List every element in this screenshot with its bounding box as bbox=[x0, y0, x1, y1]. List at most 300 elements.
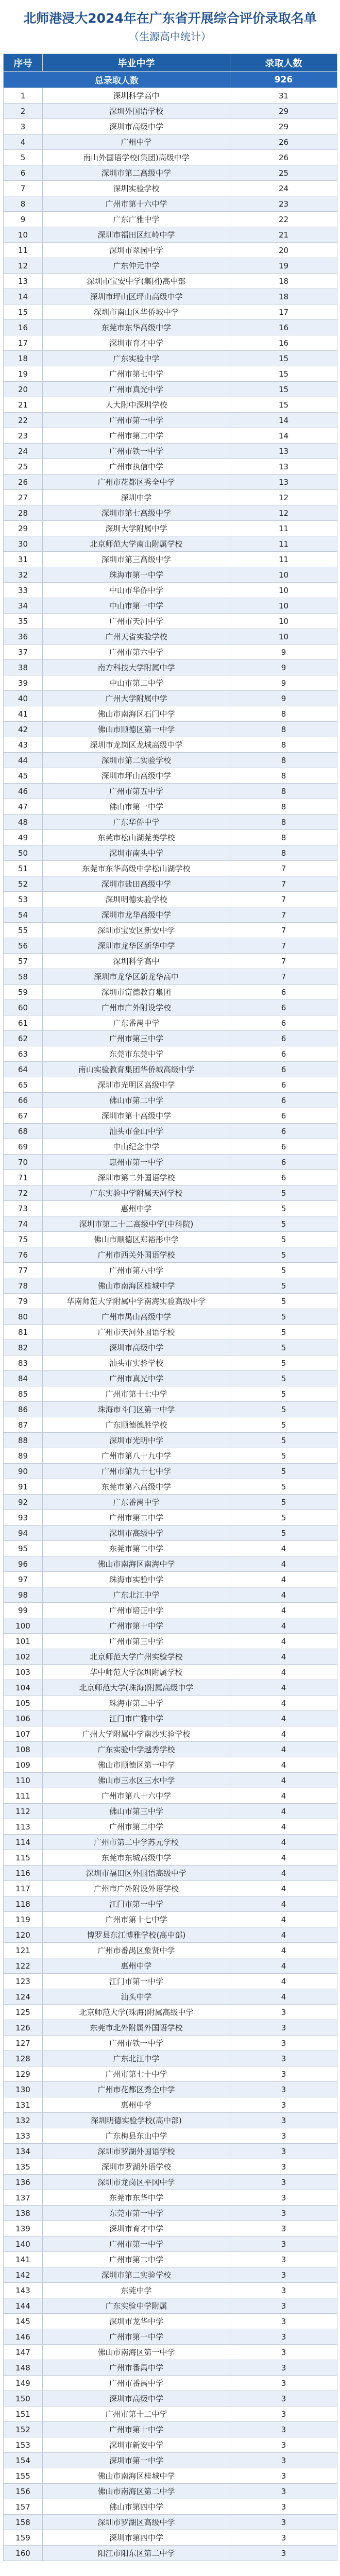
row-school: 深圳市福田区红岭中学 bbox=[43, 227, 230, 243]
row-school: 深圳市龙华区新龙华高中 bbox=[43, 969, 230, 985]
row-school: 南方科技大学附属中学 bbox=[43, 660, 230, 675]
row-index: 76 bbox=[4, 1247, 43, 1263]
row-index: 24 bbox=[4, 444, 43, 459]
row-index: 156 bbox=[4, 2484, 43, 2499]
row-school: 深圳市第二高级中学 bbox=[43, 165, 230, 181]
row-index: 1 bbox=[4, 88, 43, 104]
row-count: 6 bbox=[230, 1170, 337, 1185]
row-count: 8 bbox=[230, 722, 337, 737]
row-index: 8 bbox=[4, 196, 43, 212]
row-count: 4 bbox=[230, 1927, 337, 1943]
table-row bbox=[4, 181, 337, 196]
table-row bbox=[4, 2005, 337, 2020]
table-row bbox=[4, 737, 337, 753]
row-count: 4 bbox=[230, 1696, 337, 1711]
row-index: 128 bbox=[4, 2051, 43, 2066]
row-school: 惠州中学 bbox=[43, 2097, 230, 2113]
row-school: 珠海市第二中学 bbox=[43, 1696, 230, 1711]
table-row bbox=[4, 2499, 337, 2515]
row-index: 96 bbox=[4, 1556, 43, 1572]
row-school: 佛山市顺德区郑裕彤中学 bbox=[43, 1232, 230, 1247]
row-school: 广州市真光中学 bbox=[43, 382, 230, 397]
row-count: 3 bbox=[230, 2437, 337, 2453]
row-school: 广州市第三中学 bbox=[43, 1031, 230, 1046]
row-index: 147 bbox=[4, 2345, 43, 2360]
row-count: 6 bbox=[230, 1124, 337, 1139]
row-count: 6 bbox=[230, 1077, 337, 1093]
table-row bbox=[4, 1835, 337, 1850]
table-row bbox=[4, 1757, 337, 1773]
row-index: 59 bbox=[4, 985, 43, 1000]
row-school: 广州市第一中学 bbox=[43, 2329, 230, 2345]
table-row bbox=[4, 629, 337, 645]
row-school: 东莞市第二中学 bbox=[43, 1541, 230, 1556]
row-index: 23 bbox=[4, 428, 43, 444]
table-row bbox=[4, 1139, 337, 1155]
row-index: 40 bbox=[4, 691, 43, 706]
row-school: 广州市第十七中学 bbox=[43, 1386, 230, 1402]
table-row bbox=[4, 583, 337, 598]
row-school: 深圳市罗湖外语学校 bbox=[43, 2159, 230, 2175]
row-index: 108 bbox=[4, 1742, 43, 1757]
row-count: 5 bbox=[230, 1448, 337, 1464]
row-count: 13 bbox=[230, 474, 337, 490]
row-count: 4 bbox=[230, 1773, 337, 1788]
row-count: 29 bbox=[230, 104, 337, 119]
row-school: 珠海市斗门区第一中学 bbox=[43, 1402, 230, 1417]
row-school: 广东仲元中学 bbox=[43, 258, 230, 274]
table-row bbox=[4, 2283, 337, 2298]
row-index: 117 bbox=[4, 1881, 43, 1896]
row-school: 深圳市育才中学 bbox=[43, 335, 230, 351]
row-index: 25 bbox=[4, 459, 43, 474]
row-index: 158 bbox=[4, 2515, 43, 2530]
row-count: 21 bbox=[230, 227, 337, 243]
row-count: 3 bbox=[230, 2391, 337, 2406]
row-count: 4 bbox=[230, 1572, 337, 1587]
table-row bbox=[4, 1046, 337, 1062]
table-row bbox=[4, 1294, 337, 1309]
row-count: 3 bbox=[230, 2298, 337, 2314]
table-row bbox=[4, 2530, 337, 2546]
row-school: 汕头市金山中学 bbox=[43, 1124, 230, 1139]
row-school: 深圳市光明中学 bbox=[43, 1433, 230, 1448]
row-index: 20 bbox=[4, 382, 43, 397]
table-row bbox=[4, 892, 337, 907]
row-school: 广州市第八十九中学 bbox=[43, 1448, 230, 1464]
row-index: 134 bbox=[4, 2144, 43, 2159]
row-count: 5 bbox=[230, 1263, 337, 1278]
row-school: 佛山市南海区第一中学 bbox=[43, 2345, 230, 2360]
row-count: 6 bbox=[230, 1015, 337, 1031]
row-count: 8 bbox=[230, 706, 337, 722]
table-row bbox=[4, 1927, 337, 1943]
row-index: 151 bbox=[4, 2406, 43, 2422]
table-row bbox=[4, 815, 337, 830]
row-count: 3 bbox=[230, 2406, 337, 2422]
row-count: 4 bbox=[230, 1587, 337, 1603]
row-index: 81 bbox=[4, 1325, 43, 1340]
row-school: 广州市番禺中学 bbox=[43, 2376, 230, 2391]
table-row bbox=[4, 598, 337, 614]
row-school: 深圳市龙岗区平冈中学 bbox=[43, 2175, 230, 2190]
row-index: 97 bbox=[4, 1572, 43, 1587]
row-school: 深圳市第二十二高级中学(中科院) bbox=[43, 1216, 230, 1232]
row-school: 广州市铁一中学 bbox=[43, 444, 230, 459]
row-school: 深圳市罗湖外国语学校 bbox=[43, 2144, 230, 2159]
row-count: 5 bbox=[230, 1479, 337, 1495]
table-row bbox=[4, 861, 337, 876]
table-row bbox=[4, 2345, 337, 2360]
row-count: 4 bbox=[230, 1634, 337, 1649]
row-count: 11 bbox=[230, 536, 337, 552]
row-school: 北京师范大学(珠海)附属高级中学 bbox=[43, 2005, 230, 2020]
total-row bbox=[4, 72, 337, 88]
row-school: 广州市第七十中学 bbox=[43, 2066, 230, 2082]
row-index: 124 bbox=[4, 1989, 43, 2005]
table-row bbox=[4, 1526, 337, 1541]
table-row bbox=[4, 2175, 337, 2190]
row-count: 10 bbox=[230, 567, 337, 583]
row-school: 广州市禺山高级中学 bbox=[43, 1309, 230, 1325]
row-count: 8 bbox=[230, 830, 337, 845]
row-index: 74 bbox=[4, 1216, 43, 1232]
row-index: 91 bbox=[4, 1479, 43, 1495]
table-row bbox=[4, 1355, 337, 1371]
row-count: 3 bbox=[230, 2453, 337, 2468]
row-count: 3 bbox=[230, 2376, 337, 2391]
row-count: 4 bbox=[230, 1943, 337, 1958]
row-count: 15 bbox=[230, 397, 337, 413]
table-row bbox=[4, 382, 337, 397]
table-row bbox=[4, 1093, 337, 1108]
row-index: 106 bbox=[4, 1711, 43, 1726]
row-count: 19 bbox=[230, 258, 337, 274]
row-school: 深圳中学 bbox=[43, 490, 230, 505]
table-row bbox=[4, 1556, 337, 1572]
table-row bbox=[4, 1325, 337, 1340]
row-count: 4 bbox=[230, 1541, 337, 1556]
row-index: 83 bbox=[4, 1355, 43, 1371]
row-school: 佛山市顺德区第一中学 bbox=[43, 722, 230, 737]
row-index: 69 bbox=[4, 1139, 43, 1155]
row-school: 佛山市第一中学 bbox=[43, 799, 230, 815]
row-school: 佛山市第三中学 bbox=[43, 1804, 230, 1819]
row-count: 7 bbox=[230, 938, 337, 954]
row-count: 9 bbox=[230, 691, 337, 706]
row-school: 广州市广外附设学校 bbox=[43, 1000, 230, 1015]
row-index: 122 bbox=[4, 1958, 43, 1974]
row-school: 深圳市第二外国语学校 bbox=[43, 1170, 230, 1185]
row-school: 南山实验教育集团华侨城高级中学 bbox=[43, 1062, 230, 1077]
row-school: 博罗县东江博雅学校(高中部) bbox=[43, 1927, 230, 1943]
row-count: 3 bbox=[230, 2175, 337, 2190]
row-count: 5 bbox=[230, 1309, 337, 1325]
row-school: 深圳市光明区高级中学 bbox=[43, 1077, 230, 1093]
row-count: 5 bbox=[230, 1371, 337, 1386]
table-row bbox=[4, 660, 337, 675]
row-count: 3 bbox=[230, 2283, 337, 2298]
row-index: 114 bbox=[4, 1835, 43, 1850]
row-index: 120 bbox=[4, 1927, 43, 1943]
row-count: 6 bbox=[230, 985, 337, 1000]
row-count: 4 bbox=[230, 1726, 337, 1742]
row-count: 3 bbox=[230, 2113, 337, 2128]
row-index: 35 bbox=[4, 614, 43, 629]
row-index: 127 bbox=[4, 2036, 43, 2051]
table-row bbox=[4, 799, 337, 815]
row-count: 6 bbox=[230, 1093, 337, 1108]
table-row bbox=[4, 165, 337, 181]
row-count: 5 bbox=[230, 1495, 337, 1510]
table-row bbox=[4, 2221, 337, 2236]
row-count: 3 bbox=[230, 2097, 337, 2113]
row-index: 71 bbox=[4, 1170, 43, 1185]
row-school: 深圳明德实验学校 bbox=[43, 892, 230, 907]
row-school: 广州市执信中学 bbox=[43, 459, 230, 474]
row-index: 157 bbox=[4, 2499, 43, 2515]
row-school: 广州市第二中学 bbox=[43, 1819, 230, 1835]
row-school: 广州市第十六中学 bbox=[43, 196, 230, 212]
row-index: 9 bbox=[4, 212, 43, 227]
row-school: 广州市第八十六中学 bbox=[43, 1788, 230, 1804]
table-row bbox=[4, 274, 337, 289]
row-count: 15 bbox=[230, 351, 337, 366]
table-row bbox=[4, 2144, 337, 2159]
row-index: 7 bbox=[4, 181, 43, 196]
row-school: 惠州中学 bbox=[43, 1958, 230, 1974]
row-index: 48 bbox=[4, 815, 43, 830]
table-row bbox=[4, 2128, 337, 2144]
row-school: 人大附中深圳学校 bbox=[43, 397, 230, 413]
table-row bbox=[4, 753, 337, 768]
table-row bbox=[4, 2406, 337, 2422]
row-school: 佛山市第二中学 bbox=[43, 1093, 230, 1108]
table-row bbox=[4, 1788, 337, 1804]
row-count: 15 bbox=[230, 366, 337, 382]
table-row bbox=[4, 722, 337, 737]
row-count: 13 bbox=[230, 459, 337, 474]
row-count: 4 bbox=[230, 1912, 337, 1927]
table-row bbox=[4, 1170, 337, 1185]
row-index: 16 bbox=[4, 320, 43, 335]
row-count: 4 bbox=[230, 1866, 337, 1881]
row-school: 广州市第十中学 bbox=[43, 2422, 230, 2437]
row-count: 3 bbox=[230, 2360, 337, 2376]
row-school: 深圳市第十高级中学 bbox=[43, 1108, 230, 1124]
row-index: 29 bbox=[4, 521, 43, 536]
row-school: 广州市铁一中学 bbox=[43, 2036, 230, 2051]
row-index: 28 bbox=[4, 505, 43, 521]
row-index: 64 bbox=[4, 1062, 43, 1077]
row-count: 18 bbox=[230, 274, 337, 289]
row-school: 北京师范大学广州实验学校 bbox=[43, 1649, 230, 1665]
row-count: 5 bbox=[230, 1433, 337, 1448]
row-school: 佛山市南海区桂城中学 bbox=[43, 2468, 230, 2484]
table-row bbox=[4, 691, 337, 706]
table-row bbox=[4, 1572, 337, 1587]
table-row bbox=[4, 1216, 337, 1232]
row-index: 101 bbox=[4, 1634, 43, 1649]
row-school: 深圳市新安中学 bbox=[43, 2437, 230, 2453]
table-row bbox=[4, 969, 337, 985]
row-index: 60 bbox=[4, 1000, 43, 1015]
row-school: 深圳市高级中学 bbox=[43, 119, 230, 134]
table-row bbox=[4, 150, 337, 165]
row-count: 4 bbox=[230, 1788, 337, 1804]
row-count: 26 bbox=[230, 134, 337, 150]
row-count: 5 bbox=[230, 1278, 337, 1294]
row-index: 57 bbox=[4, 954, 43, 969]
table-row bbox=[4, 1371, 337, 1386]
row-count: 17 bbox=[230, 304, 337, 320]
row-count: 29 bbox=[230, 119, 337, 134]
row-index: 80 bbox=[4, 1309, 43, 1325]
table-row bbox=[4, 1124, 337, 1139]
row-index: 26 bbox=[4, 474, 43, 490]
row-school: 广州市广外附设外语学校 bbox=[43, 1881, 230, 1896]
row-school: 广东梅县东山中学 bbox=[43, 2128, 230, 2144]
row-school: 华南师范大学附属中学南海实验高级中学 bbox=[43, 1294, 230, 1309]
row-index: 105 bbox=[4, 1696, 43, 1711]
table-row bbox=[4, 1773, 337, 1788]
row-index: 116 bbox=[4, 1866, 43, 1881]
row-count: 16 bbox=[230, 320, 337, 335]
row-index: 50 bbox=[4, 845, 43, 861]
row-count: 4 bbox=[230, 1757, 337, 1773]
table-row bbox=[4, 1989, 337, 2005]
row-count: 13 bbox=[230, 444, 337, 459]
table-row bbox=[4, 490, 337, 505]
row-school: 东莞市东莞中学 bbox=[43, 1046, 230, 1062]
row-index: 18 bbox=[4, 351, 43, 366]
row-index: 142 bbox=[4, 2267, 43, 2283]
row-index: 123 bbox=[4, 1974, 43, 1989]
row-index: 88 bbox=[4, 1433, 43, 1448]
row-school: 阳江市阳东区第二中学 bbox=[43, 2546, 230, 2561]
row-index: 73 bbox=[4, 1201, 43, 1216]
row-count: 5 bbox=[230, 1510, 337, 1526]
row-count: 7 bbox=[230, 892, 337, 907]
row-count: 23 bbox=[230, 196, 337, 212]
row-count: 4 bbox=[230, 1665, 337, 1680]
row-index: 94 bbox=[4, 1526, 43, 1541]
row-school: 广州市第十二中学 bbox=[43, 2406, 230, 2422]
row-count: 10 bbox=[230, 583, 337, 598]
row-count: 3 bbox=[230, 2484, 337, 2499]
row-school: 广州市花都区秀全中学 bbox=[43, 2082, 230, 2097]
row-count: 5 bbox=[230, 1340, 337, 1355]
row-index: 6 bbox=[4, 165, 43, 181]
row-index: 72 bbox=[4, 1185, 43, 1201]
row-index: 129 bbox=[4, 2066, 43, 2082]
row-index: 61 bbox=[4, 1015, 43, 1031]
table-row bbox=[4, 2051, 337, 2066]
table-row bbox=[4, 567, 337, 583]
table-row bbox=[4, 2190, 337, 2206]
row-school: 广州市第二中学 bbox=[43, 2252, 230, 2267]
table-row bbox=[4, 413, 337, 428]
table-row bbox=[4, 706, 337, 722]
row-index: 89 bbox=[4, 1448, 43, 1464]
row-count: 3 bbox=[230, 2530, 337, 2546]
row-count: 6 bbox=[230, 1139, 337, 1155]
table-row bbox=[4, 459, 337, 474]
table-row bbox=[4, 227, 337, 243]
row-index: 139 bbox=[4, 2221, 43, 2236]
table-row bbox=[4, 552, 337, 567]
row-index: 144 bbox=[4, 2298, 43, 2314]
table-row bbox=[4, 1618, 337, 1634]
row-school: 广州市第五中学 bbox=[43, 784, 230, 799]
row-count: 4 bbox=[230, 1958, 337, 1974]
row-count: 8 bbox=[230, 737, 337, 753]
row-school: 深圳实验学校 bbox=[43, 181, 230, 196]
table-row bbox=[4, 2391, 337, 2406]
row-school: 深圳市育才中学 bbox=[43, 2221, 230, 2236]
table-row bbox=[4, 119, 337, 134]
row-index: 86 bbox=[4, 1402, 43, 1417]
table-row bbox=[4, 2066, 337, 2082]
row-index: 141 bbox=[4, 2252, 43, 2267]
row-index: 52 bbox=[4, 876, 43, 892]
total-label: 总录取人数 bbox=[4, 72, 230, 88]
row-school: 中山市第二中学 bbox=[43, 675, 230, 691]
row-school: 广州市西关外国语学校 bbox=[43, 1247, 230, 1263]
row-index: 102 bbox=[4, 1649, 43, 1665]
table-row bbox=[4, 1896, 337, 1912]
row-index: 110 bbox=[4, 1773, 43, 1788]
row-count: 14 bbox=[230, 413, 337, 428]
row-index: 99 bbox=[4, 1603, 43, 1618]
row-count: 5 bbox=[230, 1185, 337, 1201]
table-row bbox=[4, 1866, 337, 1881]
table-row bbox=[4, 243, 337, 258]
row-school: 深圳科学高中 bbox=[43, 954, 230, 969]
row-index: 153 bbox=[4, 2437, 43, 2453]
row-school: 广州天省实验学校 bbox=[43, 629, 230, 645]
table-row bbox=[4, 907, 337, 923]
table-row bbox=[4, 1958, 337, 1974]
row-school: 广州市真光中学 bbox=[43, 1371, 230, 1386]
row-school: 深圳市富德教育集团 bbox=[43, 985, 230, 1000]
table-row bbox=[4, 2468, 337, 2484]
row-count: 5 bbox=[230, 1216, 337, 1232]
table-row bbox=[4, 985, 337, 1000]
row-school: 深圳市坪山高级中学 bbox=[43, 768, 230, 784]
row-count: 3 bbox=[230, 2190, 337, 2206]
row-count: 5 bbox=[230, 1355, 337, 1371]
row-index: 13 bbox=[4, 274, 43, 289]
row-index: 46 bbox=[4, 784, 43, 799]
table-row bbox=[4, 212, 337, 227]
row-count: 8 bbox=[230, 845, 337, 861]
row-index: 85 bbox=[4, 1386, 43, 1402]
row-school: 华中师范大学深圳附属学校 bbox=[43, 1665, 230, 1680]
row-index: 78 bbox=[4, 1278, 43, 1294]
table-row bbox=[4, 521, 337, 536]
row-school: 中山市第一中学 bbox=[43, 598, 230, 614]
row-index: 90 bbox=[4, 1464, 43, 1479]
table-row bbox=[4, 428, 337, 444]
row-count: 6 bbox=[230, 1062, 337, 1077]
page-subtitle: （生源高中统计） bbox=[129, 30, 211, 43]
row-index: 149 bbox=[4, 2376, 43, 2391]
row-count: 6 bbox=[230, 1108, 337, 1124]
table-row bbox=[4, 1402, 337, 1417]
row-count: 3 bbox=[230, 2066, 337, 2082]
row-count: 5 bbox=[230, 1232, 337, 1247]
